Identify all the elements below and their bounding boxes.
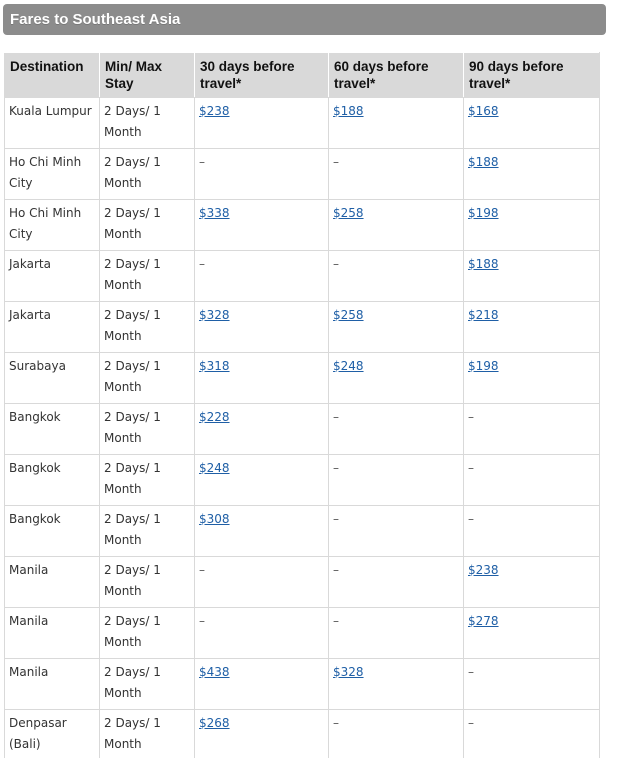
fare-link[interactable]: $238 [199,104,230,118]
no-fare-dash: – [333,614,339,628]
stay-cell [100,455,195,506]
destination-cell-text: Kuala Lumpur [9,104,92,118]
no-fare-dash: – [333,155,339,169]
fare-link[interactable]: $328 [199,308,230,322]
destination-cell-text: Ho Chi Minh City [9,155,82,190]
destination-cell-text: Denpasar (Bali) [9,716,67,751]
destination-cell [5,608,100,659]
destination-cell [5,404,100,455]
fare-30-days [195,506,329,557]
stay-cell [100,251,195,302]
table-row [5,455,600,506]
fare-60-days [329,200,464,251]
fare-90-days [464,149,600,200]
no-fare-dash: – [199,563,205,577]
destination-cell [5,506,100,557]
destination-cell-text: Ho Chi Minh City [9,206,82,241]
fare-60-days [329,302,464,353]
destination-cell [5,98,100,149]
section-header [3,4,606,35]
no-fare-dash: – [199,614,205,628]
fare-60-days [329,98,464,149]
fare-link[interactable]: $168 [468,104,499,118]
stay-cell-text: 2 Days/ 1 Month [104,665,161,700]
stay-cell [100,149,195,200]
fares-table [4,52,600,758]
fare-link[interactable]: $198 [468,359,499,373]
fare-link[interactable]: $228 [199,410,230,424]
fare-30-days [195,608,329,659]
fare-link[interactable]: $248 [333,359,364,373]
fare-link[interactable]: $438 [199,665,230,679]
fare-60-days [329,455,464,506]
fare-60-days [329,659,464,710]
fare-30-days [195,251,329,302]
stay-cell-text: 2 Days/ 1 Month [104,512,161,547]
destination-cell [5,455,100,506]
fare-link[interactable]: $258 [333,206,364,220]
no-fare-dash: – [333,410,339,424]
no-fare-dash: – [199,257,205,271]
table-row [5,659,600,710]
stay-cell-text: 2 Days/ 1 Month [104,461,161,496]
fare-30-days [195,353,329,404]
fare-link[interactable]: $238 [468,563,499,577]
destination-cell-text: Manila [9,563,49,577]
stay-cell [100,608,195,659]
fare-90-days [464,506,600,557]
table-row [5,149,600,200]
table-header-row [5,53,600,98]
stay-cell [100,98,195,149]
destination-cell [5,149,100,200]
destination-cell [5,710,100,758]
stay-cell [100,557,195,608]
table-row [5,557,600,608]
fare-30-days [195,302,329,353]
no-fare-dash: – [468,716,474,730]
stay-cell-text: 2 Days/ 1 Month [104,716,161,751]
fare-link[interactable]: $268 [199,716,230,730]
fare-30-days [195,404,329,455]
no-fare-dash: – [468,410,474,424]
table-row [5,353,600,404]
stay-cell [100,302,195,353]
destination-cell-text: Jakarta [9,257,51,271]
table-row [5,710,600,758]
fare-90-days [464,200,600,251]
stay-cell [100,659,195,710]
fare-link[interactable]: $328 [333,665,364,679]
fare-link[interactable]: $248 [199,461,230,475]
no-fare-dash: – [468,512,474,526]
fare-link[interactable]: $318 [199,359,230,373]
table-row [5,608,600,659]
destination-cell-text: Surabaya [9,359,66,373]
fare-link[interactable]: $198 [468,206,499,220]
stay-cell [100,353,195,404]
column-header-stay: Min/ Max Stay [100,53,195,98]
fare-90-days [464,710,600,758]
stay-cell-text: 2 Days/ 1 Month [104,257,161,292]
no-fare-dash: – [333,257,339,271]
destination-cell-text: Manila [9,614,49,628]
destination-cell [5,302,100,353]
stay-cell-text: 2 Days/ 1 Month [104,104,161,139]
destination-cell [5,353,100,404]
fare-30-days [195,455,329,506]
stay-cell-text: 2 Days/ 1 Month [104,359,161,394]
stay-cell-text: 2 Days/ 1 Month [104,563,161,598]
fare-link[interactable]: $338 [199,206,230,220]
fare-link[interactable]: $218 [468,308,499,322]
destination-cell [5,200,100,251]
fare-30-days [195,149,329,200]
table-body [5,98,600,758]
column-header-60-days: 60 days before travel* [329,53,464,98]
no-fare-dash: – [333,461,339,475]
destination-cell-text: Manila [9,665,49,679]
section-title: Fares to Southeast Asia [10,11,181,28]
stay-cell [100,506,195,557]
fare-60-days [329,710,464,758]
no-fare-dash: – [333,563,339,577]
fare-link[interactable]: $188 [468,257,499,271]
fare-link[interactable]: $188 [333,104,364,118]
fare-60-days [329,608,464,659]
fare-30-days [195,710,329,758]
destination-cell-text: Jakarta [9,308,51,322]
fare-60-days [329,251,464,302]
table-row [5,302,600,353]
fare-90-days [464,557,600,608]
stay-cell [100,710,195,758]
stay-cell [100,200,195,251]
stay-cell-text: 2 Days/ 1 Month [104,410,161,445]
no-fare-dash: – [468,665,474,679]
destination-cell [5,251,100,302]
table-row [5,404,600,455]
fare-60-days [329,404,464,455]
stay-cell-text: 2 Days/ 1 Month [104,206,161,241]
fare-link[interactable]: $308 [199,512,230,526]
table-row [5,98,600,149]
fare-link[interactable]: $278 [468,614,499,628]
fare-60-days [329,353,464,404]
fare-60-days [329,557,464,608]
fare-90-days [464,353,600,404]
no-fare-dash: – [199,155,205,169]
table-row [5,506,600,557]
fare-30-days [195,98,329,149]
fare-60-days [329,506,464,557]
destination-cell-text: Bangkok [9,410,61,424]
destination-cell [5,557,100,608]
stay-cell-text: 2 Days/ 1 Month [104,308,161,343]
no-fare-dash: – [333,716,339,730]
destination-cell-text: Bangkok [9,461,61,475]
stay-cell-text: 2 Days/ 1 Month [104,614,161,649]
table-row [5,200,600,251]
fare-90-days [464,98,600,149]
fare-90-days [464,608,600,659]
fare-90-days [464,302,600,353]
fare-90-days [464,455,600,506]
fare-30-days [195,200,329,251]
fare-link[interactable]: $258 [333,308,364,322]
table-row [5,251,600,302]
destination-cell-text: Bangkok [9,512,61,526]
fare-90-days [464,251,600,302]
stay-cell [100,404,195,455]
column-header-90-days: 90 days before travel* [464,53,600,98]
column-header-destination: Destination [5,53,100,98]
no-fare-dash: – [468,461,474,475]
fare-60-days [329,149,464,200]
no-fare-dash: – [333,512,339,526]
fare-30-days [195,659,329,710]
fare-30-days [195,557,329,608]
column-header-30-days: 30 days before travel* [195,53,329,98]
fare-90-days [464,659,600,710]
destination-cell [5,659,100,710]
fare-link[interactable]: $188 [468,155,499,169]
stay-cell-text: 2 Days/ 1 Month [104,155,161,190]
fare-90-days [464,404,600,455]
